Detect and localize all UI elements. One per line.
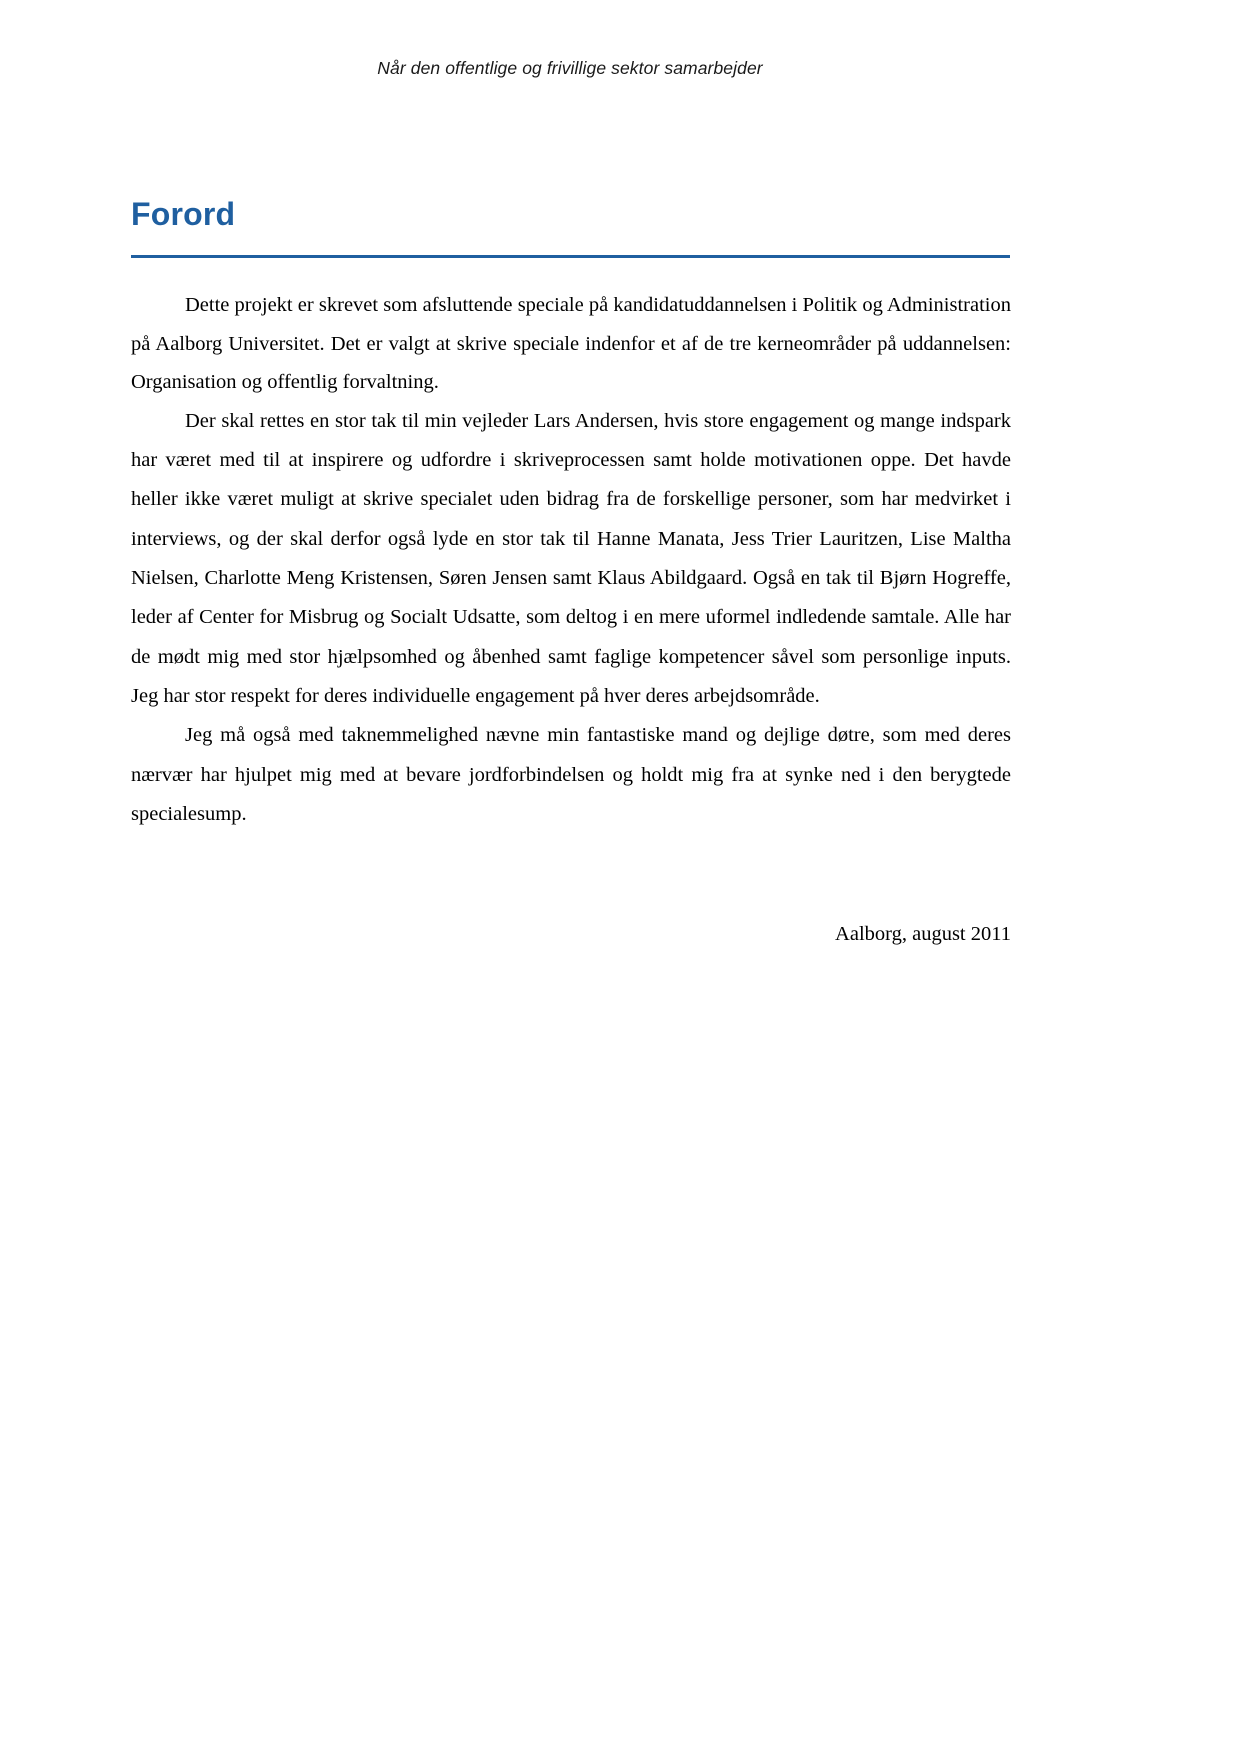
closing-line: Aalborg, august 2011 — [835, 923, 1011, 945]
paragraph-1: Dette projekt er skrevet som afsluttende speciale på kandidatuddannelsen i Politik og Administration på Aalborg Universitet. Det er valgt at skrive speciale indenfor et af de tre kerneområder på uddannelsen: Organisation og offentlig forvaltning. — [131, 294, 1011, 394]
heading-block — [131, 196, 1010, 258]
body-text — [131, 286, 1011, 835]
paragraph-3: Jeg må også med taknemmelighed nævne min fantastiske mand og dejlige døtre, som med deres nærvær har hjulpet mig med at bevare jordforbindelsen og holdt mig fra at synke ned i den berygtede specialesump. — [131, 724, 1011, 826]
page-title: Forord — [131, 196, 236, 232]
running-header: Når den offentlige og frivillige sektor samarbejder — [377, 58, 763, 78]
paragraph-2: Der skal rettes en stor tak til min vejleder Lars Andersen, hvis store engagement og mange indspark har været med til at inspirere og udfordre i skriveprocessen samt holde motivationen oppe. Det havde heller ikke været muligt at skrive specialet uden bidrag fra de forskellige personer, som har medvirket i interviews, og der skal derfor også lyde en stor tak til Hanne Manata, Jess Trier Lauritzen, Lise Maltha Nielsen, Charlotte Meng Kristensen, Søren Jensen samt Klaus Abildgaard. Også en tak til Bjørn Hogreffe, leder af Center for Misbrug og Socialt Udsatte, som deltog i en mere uformel indledende samtale. Alle har de mødt mig med stor hjælpsomhed og åbenhed samt faglige kompetencer såvel som personlige inputs. Jeg har stor respekt for deres individuelle engagement på hver deres arbejdsområde. — [131, 409, 1011, 708]
title-divider — [131, 255, 1010, 258]
